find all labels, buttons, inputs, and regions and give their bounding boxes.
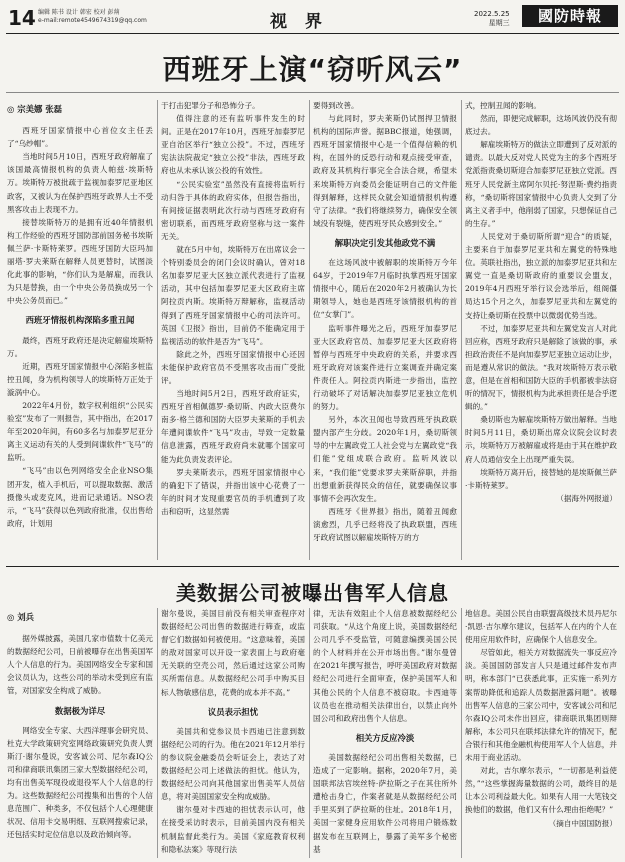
paragraph: 当地时间5月10日，西班牙政府解雇了该国最高情报机构的负责人帕兹·埃斯特万。埃斯特万被批疏于监视加泰罗尼亚地区政客，又被认为在保护西班牙政界人士不受黑客攻击上表现不力。 — [7, 152, 153, 214]
subheading: 解职决定引发其他政党不满 — [334, 237, 436, 248]
page-header — [0, 0, 625, 34]
source-credit: （摘自中国国防报） — [548, 818, 617, 828]
issue-date — [474, 10, 510, 28]
article2-column-3 — [313, 607, 457, 859]
source-credit: （据海外网报道） — [556, 493, 617, 503]
paragraph: 美国数据经纪公司出售相关数据，已造成了一定影响。据称，2020年7月，美国联邦法官埃丝特·萨拉斯之子在其住所外遭枪击身亡，作案者就是从数据经纪公司手里买到了萨拉斯的住址。2018年1月，美国一家健身应用软件公司将用户锻炼数据发布在互联网上，暴露了美军多个秘密基 — [313, 752, 457, 854]
paragraph: 要得到改善。 — [313, 101, 359, 110]
paragraph: 网络安全专家、大西洋理事会研究员、杜克大学政策研究室网络政策研究负责人贾斯汀·谢尔曼说，安客诚公司、尼尔森IQ公司和律商联讯集团三家大型数据经纪公司，均有出售美军现役或退役军人个人信息的行为。这些数据经纪公司搜集和出售的个人信息范围广、种类多，不仅包括个人心理健康状况、信用卡交易明细、互联网搜索记录，还包括实时定位信息以及政治倾向等。 — [7, 725, 153, 840]
paragraph: 在这场风波中被解职的埃斯特万今年64岁，于2019年7月临时执掌西班牙国家情报中心，随后在2020年2月被确认为长期领导人，她也是西班牙该情报机构的首位“女掌门”。 — [313, 258, 457, 320]
article2-byline: ◎ 刘兵 — [7, 612, 34, 622]
paragraph: 式，控制丑闻的影响。 — [465, 101, 541, 110]
paragraph: 律，无法有效阻止个人信息被数据经纪公司获取。“从这个角度上说，美国数据经纪公司几乎不受监管，可随意编撰美国公民的个人材料并在公开市场出售。”谢尔曼曾在2021年撰写报告，呼吁美国政府对数据经纪公司进行全面审查，保护美国军人和其他公民的个人信息不被窃取。卡西迪等议员也在推动相关法律出台，以禁止向外国公司和政府出售个人信息。 — [313, 609, 457, 723]
paragraph: 谢尔曼对卡西迪的担忧表示认可，他在接受采访时表示，目前美国内没有相关机制监督此类行为。美国《家庭教育权利和隐私法案》等现行法 — [161, 805, 305, 854]
article2-column-4 — [465, 607, 617, 859]
column-divider — [157, 100, 158, 560]
column-divider — [461, 100, 462, 560]
staff-credits — [38, 9, 147, 25]
paragraph: 解雇埃斯特万的做法立即遭到了反对派的谴责。以最大反对党人民党为主的多个西班牙党派指责桑切斯迎合加泰罗尼亚独立党派。西班牙人民党新主席阿尔贝托·努涅斯·费约指责称，“桑切斯将国家情报中心负责人交到了分离主义者手中，他削弱了国家，只想保证自己的生存。” — [465, 140, 617, 228]
article1-column-1 — [7, 99, 153, 562]
paragraph: 然而，即便完成解职，这场风波仍没有彻底过去。 — [465, 114, 617, 137]
paragraph: 尽管如此，相关方对数据流失一事反应冷淡。美国国防部发言人只是通过邮件发布声明，称本部门“已获悉此事，正实施一系列方案帮助降低和追踪人员数据泄露问题”。被曝出售军人信息的三家公司中，安客诚公司和尼尔森IQ公司未作出回应，律商联讯集团则辩解称，本公司只在联邦法律允许的情况下，配合银行和其他金融机构使用军人个人信息，并未用于商业活动。 — [465, 648, 617, 763]
paragraph: 与此同时，罗夫莱斯仍试图捍卫情报机构的国际声誉。据BBC报道，她强调，西班牙国家情报中心是一个值得信赖的机构，在国外的反恐行动和观点接受审查，政府及其机构行事完全合法合规，希望未来埃斯特万向委员会能证明自己的文件能得到解释，这样民众就会知道情报机构遵守了法律。“我们将继续努力，确保安全领域没有裂缝，使西班牙民众感到安全。” — [313, 114, 457, 228]
paragraph: 西班牙国家情报中心首位女主任丢了“乌纱帽”。 — [7, 126, 153, 149]
article1-column-4 — [465, 99, 617, 562]
newspaper-masthead: 國防時報 — [522, 5, 618, 27]
paragraph: 就在5月中旬，埃斯特万在出席议会一个特别委员会的闭门会议时确认，曾对18名加泰罗尼亚大区独立派代表进行了监视活动，其中包括加泰罗尼亚大区政府主席阿拉贡内斯。埃斯特万辩解称，监视活动得到了西班牙国家情报中心的司法许可。英国《卫报》指出，目前仍不能确定用于监视活动的软件是否为“飞马”。 — [161, 245, 305, 346]
paragraph: 近期，西班牙国家情报中心深陷多桩监控丑闻，身为机构领导人的埃斯特万正处于漩涡中心。 — [7, 361, 153, 397]
column-divider — [461, 608, 462, 858]
paragraph: 罗夫莱斯表示，西班牙国家情报中心的确犯下了错误，并指出该中心花费了一年的时间才发现重要官员的手机遭到了攻击和窃听，这显然需 — [161, 467, 305, 516]
paragraph: 不过，加泰罗尼亚共和左翼党发言人对此回应称，西班牙政府只是解除了该做的事，承担政治责任不是向加泰罗尼亚独立运动让步，而是遵从常识的做法。“我对埃斯特万表示敬意，但是在首相和国防大臣的手机都被非法窃听的情况下，情报机构为此承担责任是合乎逻辑的。” — [465, 323, 617, 412]
article2-column-2 — [161, 607, 305, 859]
paragraph: 最终，西班牙政府还是决定解雇埃斯特万。 — [7, 335, 153, 358]
page-number: 14 — [8, 6, 36, 30]
article2-column-1 — [7, 607, 153, 859]
subheading: 数据极为详尽 — [54, 705, 106, 716]
subheading: 议员表示担忧 — [207, 706, 259, 717]
paragraph: 接替埃斯特万的是拥有近40年情报机构工作经验的西班牙国防部前国务秘书埃斯佩兰萨·卡斯特莱罗。西班牙国防大臣玛加丽塔·罗夫莱斯在解释人员更替时，试图淡化此事的影响，“你们认为是解雇，而我认为只是替换，由一个中央公务员换成另一个中央公务员而已。” — [7, 217, 153, 306]
paragraph: 于打击犯罪分子和恐怖分子。 — [161, 101, 260, 110]
paragraph: 除此之外，西班牙国家情报中心还因未能保护政府官员不受黑客攻击而广受批评。 — [161, 349, 305, 385]
paragraph: “公民实验室”虽然没有直接将监听行动归咎于具体的政府实体，但报告指出，有间接证据表明此次行动与西班牙政府有密切联系，而西班牙政府坚称与这一案件无关。 — [161, 179, 305, 241]
article1-column-3 — [313, 99, 457, 562]
paragraph: 地信息。美国公民自由联盟高级技术员丹尼尔·凯恩·吉尔摩尔建议，包括军人在内的个人在使用应用软件时，应确保个人信息安全。 — [465, 609, 617, 645]
weekday-text: 星期三 — [488, 19, 510, 27]
headline-rule — [6, 92, 619, 93]
paragraph: 监听事件曝光之后，西班牙加泰罗尼亚大区政府官员、加泰罗尼亚大区政府将暂停与西班牙中央政府的关系，并要求西班牙政府对该案件进行立案调查并确定案件责任人。阿拉贡内斯进一步指出，监控行动破坏了对话解决加泰罗尼亚独立危机的努力。 — [313, 323, 457, 412]
paragraph: 埃斯特万离开后，接替她的是埃斯佩兰萨·卡斯特莱罗。 — [465, 467, 617, 490]
paragraph: 值得注意的还有监听事件发生的时间。正是在2017年10月，西班牙加泰罗尼亚自治区举行“独立公投”。不过，西班牙宪法法院裁定“独立公投”非法，西班牙政府也从未承认该公投的有效性。 — [161, 114, 305, 176]
paragraph: 桑切斯也为解雇埃斯特万做出解释。当地时间5月11日，桑切斯出席众议院会议时表示，埃斯特万万被解雇或将是由于其在维护政府人员通信安全上出现严重失误。 — [465, 415, 617, 464]
paragraph: 美国共和党参议员卡西迪已注意到数据经纪公司的行为。他在2021年12月举行的参议院金融委员会听证会上，表达了对数据经纪公司上述做法的担忧。他认为，数据经纪公司向其他国家出售美军人员信息，将对美国国家安全构成威胁。 — [161, 726, 305, 802]
paragraph: 对此，吉尔摩尔表示，“一切都是利益使然，”“这些掌握海量数据的公司，最终目的是让本公司利益最大化。如果有人用一大笔钱交换他们的数据，他们又有什么理由拒绝呢？” — [465, 766, 617, 815]
subheading: 相关方反应冷淡 — [355, 732, 415, 743]
paragraph: 据外媒披露，美国几家市值数十亿美元的数据经纪公司，日前被曝存在出售美国军人个人信息的行为。美国网络安全专家和国会议员认为，这些公司的举动未受到应有监管，对国家安全构成了威胁。 — [7, 634, 153, 696]
paragraph: 西班牙《世界报》指出，随着丑闻愈演愈烈，几乎已经将没了执政联盟，西班牙政府试图以解雇埃斯特万的方 — [313, 506, 457, 542]
paragraph: 当地时间5月2日，西班牙政府证实，西班牙首相佩德罗·桑切斯、内政大臣费尔南多·格兰德和国防大臣罗夫莱斯的手机去年遭间谍软件“飞马”攻击，导致一定数量信息泄露，西班牙政府尚未就哪个国家可能为此负责发表评论。 — [161, 389, 305, 464]
paragraph: 另外，本次丑闻也导致西班牙执政联盟内部产生分歧。2020年1月，桑切斯领导的中左翼政党工人社会党与左翼政党“我们能”党组成联合政府。监听风波以来，“我们能”党要求罗夫莱斯辞职，并指出想重新获得民众的信任，就要确保议事事情不会再次发生。 — [313, 415, 457, 503]
header-rule — [6, 33, 619, 34]
article1-headline: 西班牙上演“窃听风云” — [162, 53, 463, 86]
paragraph: 谢尔曼说，美国目前没有相关审查程序对数据经纪公司出售的数据进行筛查，或监督它们数据如何被使用。“这意味着，美国的敌对国家可以开设一家表面上与政府毫无关联的空壳公司，然后通过这家公司购买所需信息。从数据经纪公司手中购买目标人物敏感信息，花费的成本并不高。” — [161, 609, 305, 697]
column-divider — [157, 608, 158, 858]
staff-email: e-mail:remote4549674319@qq.com — [38, 17, 147, 24]
article-separator — [6, 566, 619, 567]
paragraph: 人民党对于桑切斯所谓“迎合”的质疑，主要来自于加泰罗尼亚共和左翼党的特殊地位。英联社指出，独立派的加泰罗尼亚共和左翼党一直是桑切斯政府的重要议会盟友，2019年4月西班牙举行议会选举后，组阁僵局达15个月之久，加泰罗尼亚共和左翼党的支持让桑切斯在投票中以微弱优势当选。 — [465, 231, 617, 320]
subheading: 西班牙情报机构深陷多重丑闻 — [25, 315, 135, 326]
article2-headline: 美数据公司被曝出售军人信息 — [176, 581, 449, 605]
column-divider — [309, 608, 310, 858]
section-title: 视 界 — [270, 12, 328, 32]
article1-column-2 — [161, 99, 305, 562]
column-divider — [309, 100, 310, 560]
staff-line: 编辑 陈书 设计 韩宏 校对 彭蒴 — [38, 9, 120, 16]
article1-byline: ◎ 宗美娜 张磊 — [7, 104, 63, 114]
paragraph: 2022年4月份，数字权利组织“公民实验室”发布了一则报告，其中指出，在2017年至2020年间，有60多名与加泰罗尼亚分离主义运动有关的人受到间谍软件“飞马”的监听。 — [7, 400, 153, 463]
date-text: 2022.5.25 — [474, 10, 510, 18]
paragraph: “飞马”由以色列网络安全企业NSO集团开发，植入手机后，可以提取数据、激活摄像头或麦克风，进而记录通话。NSO表示，“飞马”获得以色列政府批准，仅出售给政府，计划用 — [7, 466, 153, 528]
